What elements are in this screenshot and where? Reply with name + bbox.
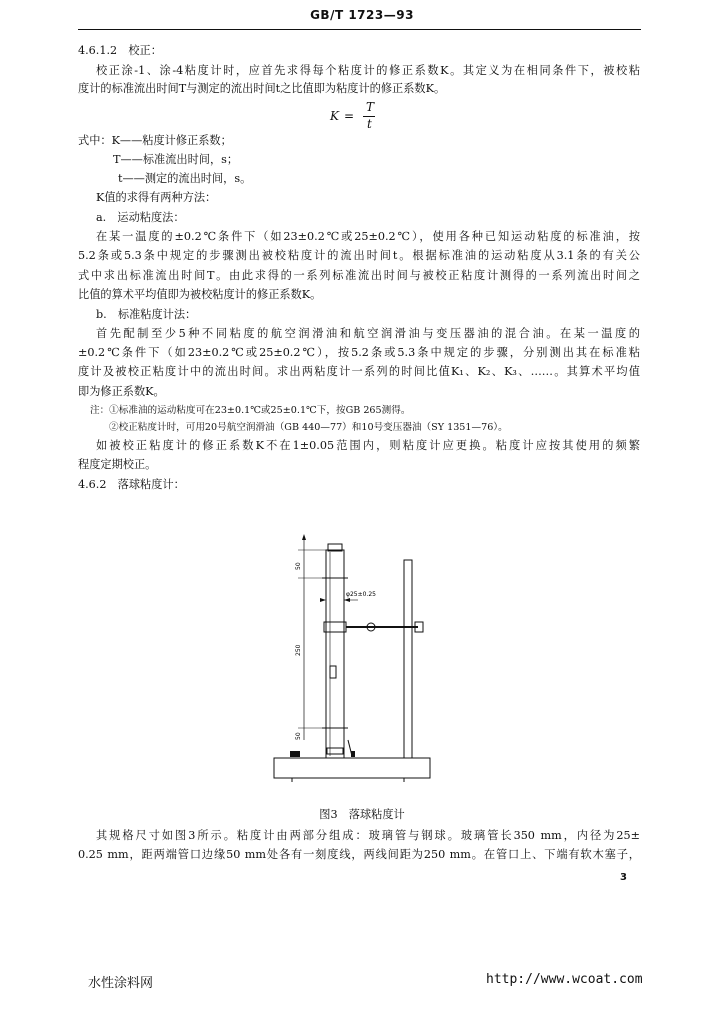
correction-formula — [330, 100, 390, 134]
section-heading-4-6-2: 4.6.2 落球粘度计： — [78, 478, 185, 491]
viscometer-base — [274, 758, 430, 778]
method-heading-b: b. 标准粘度计法： — [96, 308, 197, 321]
falling-ball-viscometer-figure — [268, 530, 440, 786]
figure-caption: 图3 落球粘度计 — [319, 808, 405, 821]
tube-clamp — [324, 622, 346, 632]
paragraph-line: ±0.2℃条件下（如23±0.2℃或25±0.2℃），按5.2条或5.3条中规定的步骤，分别测出其在标准粘 — [78, 346, 640, 359]
footer-url-link[interactable]: http://www.wcoat.com — [486, 972, 643, 987]
header-rule — [78, 29, 641, 30]
dim-middle-label: 250 — [295, 644, 302, 656]
paragraph-line: 首先配制至少5种不同粘度的航空润滑油和航空润滑油与变压器油的混合油。在某一温度的 — [96, 327, 640, 340]
where-line: t——测定的流出时间，s。 — [118, 172, 252, 185]
paragraph-line: 式中求出标准流出时间T。由此求得的一系列标准流出时间与被校正粘度计测得的一系列流出时间之 — [78, 269, 640, 282]
formula-lhs: K — [330, 109, 339, 123]
paragraph-line: 即为修正系数K。 — [78, 385, 165, 398]
standard-header: GB/T 1723—93 — [310, 8, 414, 22]
diameter-label: φ25±0.25 — [346, 591, 376, 598]
dim-bottom-label: 50 — [295, 732, 302, 740]
paragraph-line: 度计及被校正粘度计中的流出时间。求出两粘度计一系列的时间比值K₁、K₂、K₃、……。其算术平均值 — [78, 365, 640, 378]
paragraph-line: 其规格尺寸如图3所示。粘度计由两部分组成：玻璃管与钢球。玻璃管长350 mm，内径为25± — [96, 829, 640, 842]
formula-numerator: T — [366, 100, 375, 114]
formula-equals: = — [344, 109, 355, 123]
page-number: 3 — [620, 872, 627, 883]
paragraph-line: 比值的算术平均值即为被校粘度计的修正系数K。 — [78, 288, 322, 301]
where-line: T——标准流出时间，s； — [113, 153, 239, 166]
paragraph-line: 如被校正粘度计的修正系数K不在1±0.05范围内，则粘度计应更换。粘度计应按其使用的频繁 — [96, 439, 640, 452]
paragraph-line: 度计的标准流出时间T与测定的流出时间t之比值即为粘度计的修正系数K。 — [78, 82, 446, 95]
section-heading-4-6-1-2: 4.6.1.2 校正： — [78, 44, 162, 57]
support-rod — [404, 560, 412, 758]
glass-tube — [326, 550, 344, 758]
paragraph-line: 在某一温度的±0.2℃条件下（如23±0.2℃或25±0.2℃），使用各种已知运动粘度的标准油，按 — [96, 230, 640, 243]
paragraph-line: 程度定期校正。 — [78, 458, 157, 471]
note-line: ②校正粘度计时，可用20号航空润滑油（GB 440—77）和10号变压器油（SY 1351—76）。 — [109, 422, 508, 433]
paragraph-line: 校正涂-1、涂-4粘度计时，应首先求得每个粘度计的修正系数K。其定义为在相同条件下，被校粘 — [96, 64, 640, 77]
dim-top-label: 50 — [295, 562, 302, 570]
paragraph-line: K值的求得有两种方法： — [96, 191, 217, 204]
ball-gauge — [330, 666, 336, 678]
note-line: 注：①标准油的运动粘度可在23±0.1℃或25±0.1℃下，按GB 265测得。 — [90, 405, 411, 416]
footer-site-name: 水性涂料网 — [88, 976, 154, 991]
formula-denominator: t — [367, 117, 372, 131]
paragraph-line: 0.25 mm，距两端管口边缘50 mm处各有一刻度线，两线间距为250 mm。在管口上、下端有软木塞子， — [78, 848, 640, 861]
where-line: 式中：K——粘度计修正系数； — [78, 134, 232, 147]
paragraph-line: 5.2条或5.3条中规定的步骤测出被校粘度计的流出时间t。根据标准油的运动粘度从3.1条的有关公 — [78, 249, 640, 262]
bottom-cork — [327, 748, 343, 754]
method-heading-a: a. 运动粘度法： — [96, 211, 185, 224]
